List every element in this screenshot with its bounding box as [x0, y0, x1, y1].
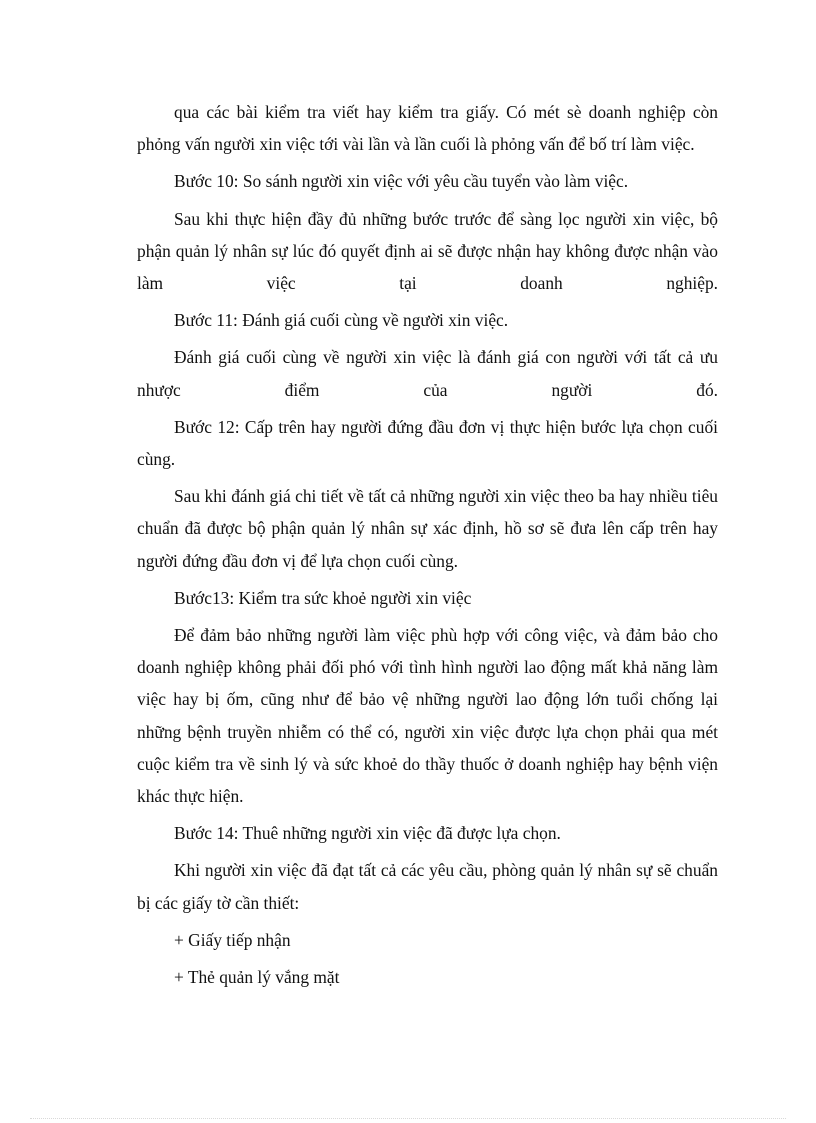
- step-13-heading: Bước13: Kiểm tra sức khoẻ người xin việc: [174, 587, 472, 608]
- step-10-heading: Bước 10: So sánh người xin việc với yêu cầu tuyển vào làm việc.: [174, 171, 629, 192]
- step-12-heading: Bước 12: Cấp trên hay người đứng đầu đơn vị thực hiện bước lựa chọn cuối cùng.: [137, 416, 718, 470]
- page-bottom-divider: [30, 1118, 786, 1119]
- document-body: [137, 96, 718, 993]
- paragraph-step-12: Sau khi đánh giá chi tiết về tất cả những người xin việc theo ba hay nhiều tiêu chuẩn đã được bộ phận quản lý nhân sự xác định, hồ sơ sẽ đưa lên cấp trên hay người đứng đầu đơn vị để lựa chọn cuối cùng.: [137, 486, 718, 571]
- list-item-acceptance-letter: + Giấy tiếp nhận: [174, 929, 291, 950]
- list-item-absence-card: + Thẻ quản lý vắng mặt: [174, 967, 340, 988]
- step-14-heading: Bước 14: Thuê những người xin việc đã được lựa chọn.: [174, 823, 561, 844]
- paragraph-step-11: Đánh giá cuối cùng về người xin việc là đánh giá con người với tất cả ưu nhược điểm của người đó.: [137, 347, 718, 400]
- paragraph-step-10: Sau khi thực hiện đầy đủ những bước trước để sàng lọc người xin việc, bộ phận quản lý nhân sự lúc đó quyết định ai sẽ được nhận hay không được nhận vào làm việc tại doanh nghiệp.: [137, 208, 718, 294]
- paragraph-step-13: Để đảm bảo những người làm việc phù hợp với công việc, và đảm bảo cho doanh nghiệp không phải đối phó với tình hình người lao động mất khả năng làm việc hay bị ốm, cũng như để bảo vệ những người lao động lớn tuổi chống lại những bệnh truyền nhiễm có thể có, người xin việc được lựa chọn phải qua mét cuộc kiểm tra về sinh lý và sức khoẻ do thầy thuốc ở doanh nghiệp hay bệnh viện khác thực hiện.: [137, 625, 718, 807]
- step-11-heading: Bước 11: Đánh giá cuối cùng về người xin việc.: [174, 310, 509, 331]
- paragraph-step-14: Khi người xin việc đã đạt tất cả các yêu cầu, phòng quản lý nhân sự sẽ chuẩn bị các giấy tờ cần thiết:: [137, 860, 718, 913]
- paragraph-interview: qua các bài kiểm tra viết hay kiểm tra giấy. Có mét sè doanh nghiệp còn phỏng vấn người xin việc tới vài lần và lần cuối là phỏng vấn để bố trí làm việc.: [137, 102, 718, 155]
